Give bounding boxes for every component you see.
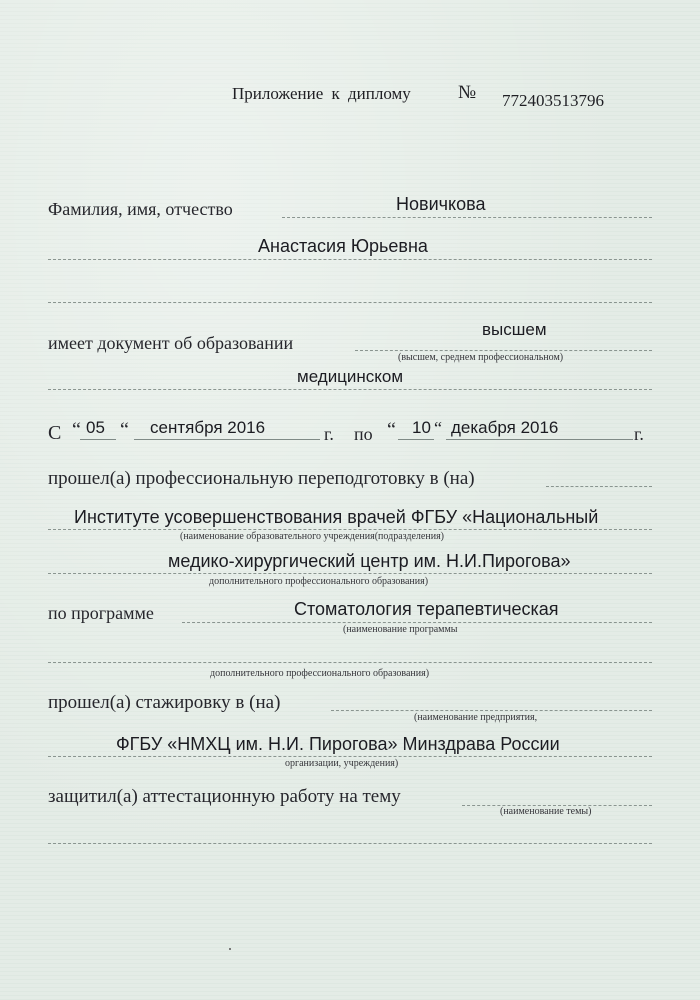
period-year-suffix-2: г. <box>634 424 644 444</box>
education-line <box>355 350 652 351</box>
program-label: по программе <box>48 603 154 623</box>
retraining-institution-line-2 <box>48 573 652 574</box>
education-level: высшем <box>482 320 547 339</box>
education-field-line <box>48 389 652 390</box>
program-line <box>182 622 652 623</box>
education-level-hint: (высшем, среднем профессиональном) <box>398 352 564 363</box>
period-from-day: 05 <box>86 418 105 437</box>
internship-hint-1: (наименование предприятия, <box>414 712 538 723</box>
period-quote-1: “ <box>72 419 81 441</box>
retraining-hint-1: (наименование образовательного учреждения(подразделения) <box>180 531 444 542</box>
thesis-hint: (наименование темы) <box>500 806 592 817</box>
thesis-line-2 <box>48 843 652 844</box>
retraining-label: прошел(а) профессиональную переподготовку в (на) <box>48 468 475 489</box>
internship-label: прошел(а) стажировку в (на) <box>48 692 281 713</box>
program-hint-2: дополнительного профессионального образования) <box>210 668 430 679</box>
diploma-number: 772403513796 <box>502 91 604 110</box>
fio-name: Анастасия Юрьевна <box>258 236 428 256</box>
retraining-institution-1: Институте усовершенствования врачей ФГБУ «Национальный <box>74 507 599 527</box>
period-year-suffix-1: г. <box>324 424 334 444</box>
period-to-day-line <box>398 439 434 440</box>
period-to-word: по <box>354 424 373 444</box>
fio-line-3 <box>48 302 652 303</box>
internship-organization: ФГБУ «НМХЦ им. Н.И. Пирогова» Минздрава России <box>116 734 560 754</box>
education-label: имеет документ об образовании <box>48 333 294 353</box>
internship-hint-2: организации, учреждения) <box>285 758 399 769</box>
retraining-hint-2: дополнительного профессионального образования) <box>209 576 429 587</box>
period-to-line <box>446 439 633 440</box>
period-to-month-year: декабря 2016 <box>451 418 559 437</box>
fio-label: Фамилия, имя, отчество <box>48 199 233 219</box>
retraining-institution-line-1 <box>48 529 652 530</box>
period-to-day: 10 <box>412 418 431 437</box>
program-line-2 <box>48 662 652 663</box>
internship-org-line <box>48 756 652 757</box>
fio-line-2 <box>48 259 652 260</box>
period-from-day-line <box>80 439 116 440</box>
thesis-label: защитил(а) аттестационную работу на тему <box>48 786 401 807</box>
program-name: Стоматология терапевтическая <box>294 599 559 619</box>
paper-speck <box>229 948 231 950</box>
fio-line-1 <box>282 217 652 218</box>
document-title: Приложение к диплому <box>232 84 411 103</box>
period-from-month-year: сентября 2016 <box>150 418 266 437</box>
period-quote-4: “ <box>434 418 442 438</box>
period-from-line <box>134 439 320 440</box>
period-quote-3: “ <box>387 419 396 441</box>
internship-line <box>331 710 652 711</box>
number-sign: № <box>458 82 477 103</box>
period-from-prefix: С <box>48 422 62 444</box>
period-quote-2: “ <box>120 419 129 441</box>
retraining-line <box>546 486 652 487</box>
retraining-institution-2: медико-хирургический центр им. Н.И.Пирогова» <box>168 551 571 571</box>
program-hint-1: (наименование программы <box>343 624 458 635</box>
fio-surname: Новичкова <box>396 194 486 214</box>
education-field: медицинском <box>297 367 404 386</box>
